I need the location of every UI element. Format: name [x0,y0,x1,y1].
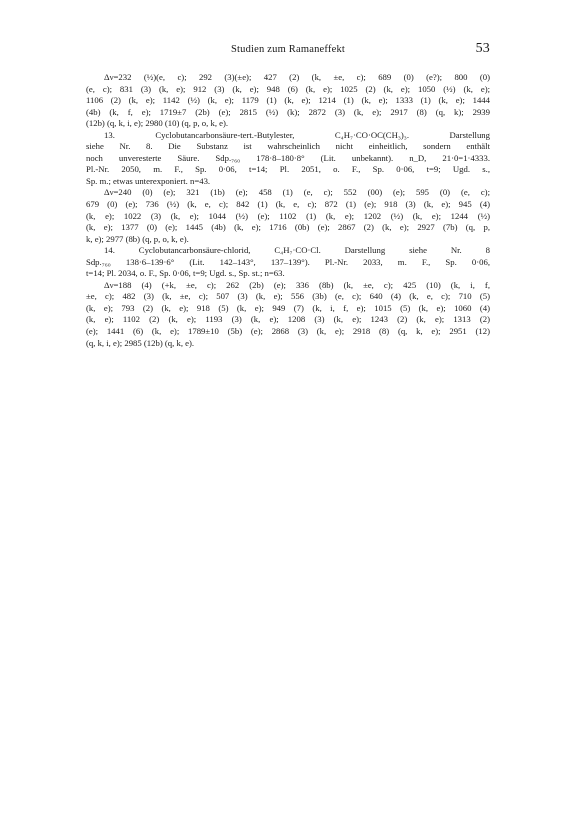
text-line: (e); 1441 (6) (k, e); 1789±10 (5b) (e); 2868 (3) (k, e); 2918 (8) (q, k, e); 2951 (12) [86,326,490,337]
text-line: k, e); 2977 (8b) (q, p, o, k, e). [86,233,189,244]
running-head [86,40,490,62]
text-line: siehe Nr. 8. Die Substanz ist wahrscheinlich nicht einheitlich, sondern enthält [86,141,490,152]
body-text [86,72,490,349]
text-line: Δν=232 (½)(e, c); 292 (3)(±e); 427 (2) (k, ±e, c); 689 (0) (e?); 800 (0) [104,72,490,82]
text-line: Δν=240 (0) (e); 321 (1b) (e); 458 (1) (e, c); 552 (00) (e); 595 (0) (e, c); [104,187,490,198]
page-number: 53 [475,41,490,56]
text-line: (12b) (q, k, i, e); 2980 (10) (q, p, o, k, e). [86,118,229,129]
running-title: Studien zum Ramaneffekt [230,44,346,55]
text-line: (q, k, i, e); 2985 (12b) (q, k, e). [86,337,195,348]
text-line: 14. Cyclobutancarbonsäure-chlorid, C₄H₇·CO·Cl. Darstellung siehe Nr. 8 [104,245,490,256]
text-line: 13. Cyclobutancarbonsäure-tert.-Butylester, C₄H₇·CO·OC(CH₃)₃. Darstellung [104,129,490,140]
text-line: (k, e); 1102 (2) (k, e); 1193 (3) (k, e); 1208 (3) (k, e); 1243 (2) (k, e); 1313 (2) [86,314,490,325]
text-line: t=14; Pl. 2034, o. F., Sp. 0·06, t=9; Ugd. s., Sp. st.; n=63. [86,268,285,279]
text-line: (k, e); 1022 (3) (k, e); 1044 (½) (e); 1102 (1) (k, e); 1202 (½) (k, e); 1244 (½) [86,210,490,221]
text-line: Δν=188 (4) (+k, ±e, c); 262 (2b) (e); 336 (8b) (k, ±e, c); 425 (10) (k, i, f, [104,279,490,290]
text-line: ±e, c); 482 (3) (k, ±e, c); 507 (3) (k, e); 556 (3b) (e, c); 640 (4) (k, e, c); 710 (5) [86,291,490,302]
text-line: Pl.-Nr. 2050, m. F., Sp. 0·06, t=14; Pl. 2051, o. F., Sp. 0·06, t=9; Ugd. s., [86,164,490,175]
text-line: Sp. m.; etwas unterexponiert. n=43. [86,175,211,186]
text-line: (k, e); 1377 (0) (e); 1445 (4b) (k, e); 1716 (0b) (e); 2867 (2) (k, e); 2927 (7b) (q, p, [86,222,490,233]
text-line: 679 (0) (e); 736 (½) (k, e, c); 842 (1) (k, e, c); 872 (1) (e); 918 (3) (k, e); 945 (4) [86,199,490,210]
page [86,40,490,349]
text-line: Sdp.₇₆₀ 138·6–139·6° (Lit. 142–143°, 137–139°). Pl.-Nr. 2033, m. F., Sp. 0·06, [86,256,490,267]
text-line: (4b) (k, f, e); 1719±7 (2b) (e); 2815 (½) (k); 2872 (3) (k, e); 2917 (8) (q, k); 2939 [86,106,490,117]
text-line: (e, c); 831 (3) (k, e); 912 (3) (k, e); 948 (6) (k, e); 1025 (2) (k, e); 1050 (½) (k, e); [86,83,490,94]
text-line: noch unveresterte Säure. Sdp.₇₆₀ 178·8–180·8° (Lit. unbekannt). n_D, 21·0=1·4333. [86,152,490,163]
text-line: (k, e); 793 (2) (k, e); 918 (5) (k, e); 949 (7) (k, i, f, e); 1015 (5) (k, e); 1060 (4) [86,302,490,313]
text-line: 1106 (2) (k, e); 1142 (½) (k, e); 1179 (1) (k, e); 1214 (1) (k, e); 1333 (1) (k, e); 1444 [86,95,490,106]
